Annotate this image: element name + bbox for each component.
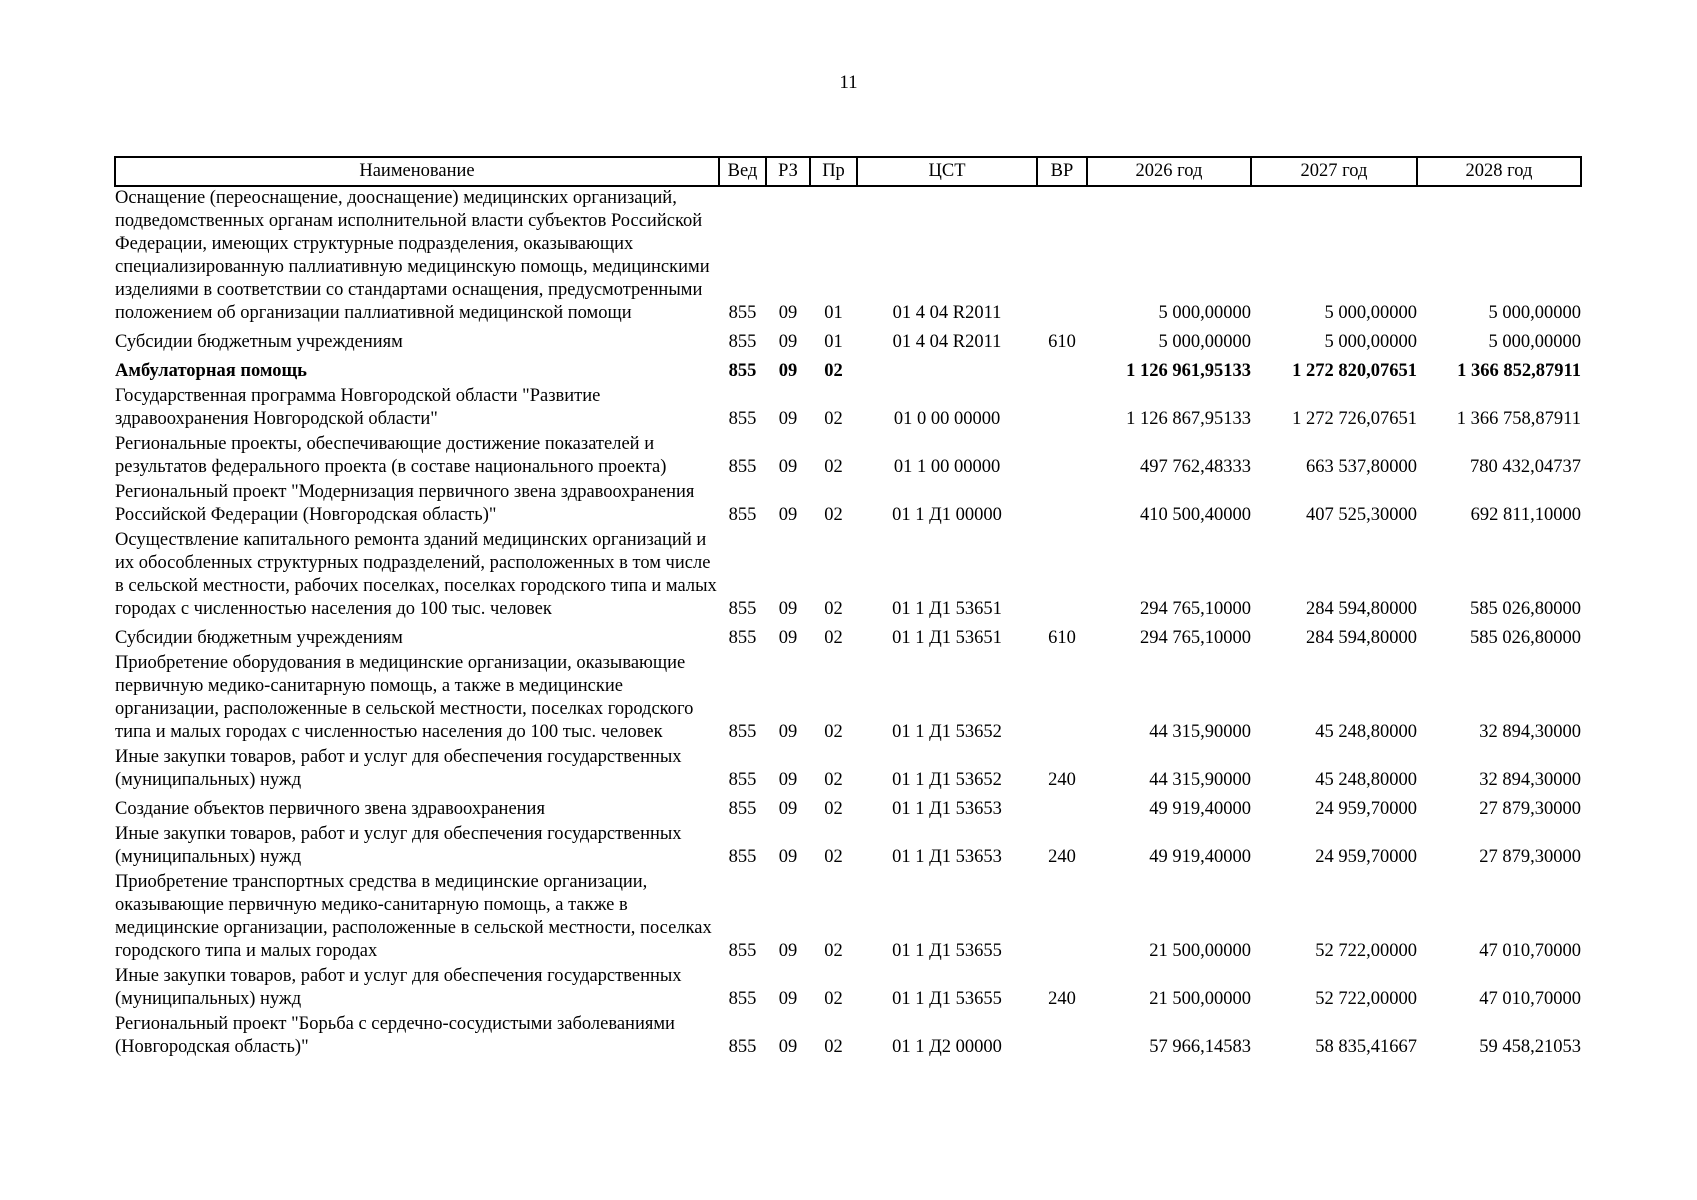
cell-vr: 610 [1048,628,1076,648]
header-ved: Вед [719,157,766,186]
cell-2028: 1 366 852,87911 [1457,361,1581,381]
cell-ved: 855 [728,599,757,619]
table-row [115,794,1581,823]
table-row [115,529,1581,623]
cell-cst: 01 1 Д1 53653 [892,847,1002,867]
header-rz: РЗ [766,157,810,186]
cell-2026: 44 315,90000 [1149,770,1251,790]
header-pr: Пр [810,157,857,186]
cell-cst [857,356,1037,385]
cell-vr [1037,481,1087,529]
cell-name: Иные закупки товаров, работ и услуг для обеспечения государственных (муниципальных) нужд [115,747,682,790]
cell-2027: 407 525,30000 [1306,505,1417,525]
cell-2028: 47 010,70000 [1479,989,1581,1009]
cell-pr: 02 [824,505,843,525]
cell-2027: 1 272 726,07651 [1292,409,1417,429]
cell-2028: 32 894,30000 [1479,722,1581,742]
cell-name: Амбулаторная помощь [115,361,307,381]
cell-vr [1037,433,1087,481]
cell-2026: 5 000,00000 [1158,303,1251,323]
cell-vr [1037,1013,1087,1061]
cell-name: Государственная программа Новгородской области "Развитие здравоохранения Новгородской области" [115,386,601,429]
cell-rz: 09 [778,457,798,477]
cell-ved: 855 [728,1037,757,1057]
cell-2028: 5 000,00000 [1488,303,1581,323]
cell-vr [1037,186,1087,327]
cell-pr: 02 [824,599,843,619]
table-row [115,385,1581,433]
cell-vr [1037,385,1087,433]
cell-2028: 47 010,70000 [1479,941,1581,961]
cell-name: Региональный проект "Борьба с сердечно-сосудистыми заболеваниями (Новгородская область)" [115,1014,675,1057]
cell-vr [1037,794,1087,823]
cell-vr [1037,356,1087,385]
table-body [115,186,1581,1061]
cell-2028: 27 879,30000 [1479,847,1581,867]
cell-2027: 45 248,80000 [1315,722,1417,742]
cell-rz: 09 [778,361,798,381]
cell-rz: 09 [778,505,798,525]
cell-pr: 02 [824,989,843,1009]
cell-ved: 855 [728,941,757,961]
cell-pr: 02 [824,941,843,961]
cell-cst: 01 1 Д1 53655 [892,941,1002,961]
cell-name: Иные закупки товаров, работ и услуг для обеспечения государственных (муниципальных) нужд [115,824,682,867]
cell-cst: 01 1 Д1 00000 [892,505,1002,525]
cell-2026: 294 765,10000 [1140,599,1251,619]
table-row [115,965,1581,1013]
cell-vr: 610 [1048,332,1076,352]
table-row [115,433,1581,481]
cell-name: Создание объектов первичного звена здравоохранения [115,799,545,819]
cell-ved: 855 [728,303,757,323]
cell-ved: 855 [728,847,757,867]
cell-rz: 09 [778,799,798,819]
table-row [115,823,1581,871]
cell-2026: 5 000,00000 [1158,332,1251,352]
cell-2027: 52 722,00000 [1315,989,1417,1009]
cell-2027: 5 000,00000 [1324,332,1417,352]
table-row [115,652,1581,746]
cell-2027: 45 248,80000 [1315,770,1417,790]
cell-2027: 663 537,80000 [1306,457,1417,477]
cell-2026: 49 919,40000 [1149,847,1251,867]
cell-cst: 01 1 Д1 53655 [892,989,1002,1009]
cell-cst: 01 0 00 00000 [893,409,1001,429]
cell-cst: 01 1 Д1 53651 [892,599,1002,619]
cell-vr [1037,652,1087,746]
table-row [115,356,1581,385]
cell-2026: 21 500,00000 [1149,941,1251,961]
cell-ved: 855 [728,457,757,477]
cell-pr: 02 [824,722,843,742]
cell-name: Приобретение оборудования в медицинские организации, оказывающие первичную медико-санитарную помощь, а также в медицинские организации, расположенные в сельской местности, поселках городского типа и малых городах с численностью населения до 100 тыс. человек [115,653,694,742]
cell-2028: 692 811,10000 [1470,505,1581,525]
cell-ved: 855 [728,770,757,790]
table-row [115,481,1581,529]
cell-cst: 01 4 04 R2011 [892,303,1002,323]
table-row [115,746,1581,794]
cell-pr: 02 [824,770,843,790]
header-2027: 2027 год [1251,157,1417,186]
header-vr: ВР [1037,157,1087,186]
cell-cst: 01 1 Д2 00000 [892,1037,1002,1057]
cell-ved: 855 [728,722,757,742]
budget-table [114,156,1582,1061]
cell-rz: 09 [778,628,798,648]
cell-ved: 855 [728,505,757,525]
cell-2026: 410 500,40000 [1140,505,1251,525]
cell-name: Региональные проекты, обеспечивающие достижение показателей и результатов федерального проекта (в составе национального проекта) [115,434,667,477]
cell-pr: 02 [824,799,843,819]
cell-name: Иные закупки товаров, работ и услуг для обеспечения государственных (муниципальных) нужд [115,966,682,1009]
cell-pr: 02 [824,628,843,648]
cell-vr: 240 [1048,989,1076,1009]
page-number: 11 [839,72,858,93]
cell-2028: 32 894,30000 [1479,770,1581,790]
cell-2026: 294 765,10000 [1140,628,1251,648]
cell-rz: 09 [778,409,798,429]
cell-ved: 855 [728,989,757,1009]
cell-2026: 497 762,48333 [1140,457,1251,477]
table-row [115,623,1581,652]
cell-rz: 09 [778,303,798,323]
cell-vr [1037,529,1087,623]
cell-2027: 284 594,80000 [1306,599,1417,619]
cell-vr [1037,871,1087,965]
cell-2028: 5 000,00000 [1488,332,1581,352]
cell-2028: 585 026,80000 [1470,599,1581,619]
cell-name: Субсидии бюджетным учреждениям [115,628,403,648]
cell-2026: 57 966,14583 [1149,1037,1251,1057]
cell-pr: 01 [824,332,843,352]
cell-2028: 585 026,80000 [1470,628,1581,648]
cell-rz: 09 [778,599,798,619]
cell-pr: 02 [824,847,843,867]
cell-pr: 02 [824,361,843,381]
cell-2027: 5 000,00000 [1324,303,1417,323]
cell-ved: 855 [728,628,757,648]
cell-cst: 01 1 Д1 53651 [892,628,1002,648]
cell-rz: 09 [778,722,798,742]
cell-2026: 49 919,40000 [1149,799,1251,819]
cell-pr: 01 [824,303,843,323]
cell-2027: 284 594,80000 [1306,628,1417,648]
cell-ved: 855 [728,332,757,352]
cell-2027: 58 835,41667 [1315,1037,1417,1057]
cell-pr: 02 [824,457,843,477]
cell-2027: 1 272 820,07651 [1292,361,1417,381]
cell-2028: 780 432,04737 [1470,457,1581,477]
header-cst: ЦСТ [857,157,1037,186]
cell-2026: 1 126 867,95133 [1126,409,1251,429]
cell-rz: 09 [778,1037,798,1057]
cell-2027: 24 959,70000 [1315,799,1417,819]
cell-rz: 09 [778,989,798,1009]
cell-2026: 21 500,00000 [1149,989,1251,1009]
cell-cst: 01 1 00 00000 [893,457,1001,477]
cell-pr: 02 [824,409,843,429]
cell-vr: 240 [1048,770,1076,790]
cell-cst: 01 1 Д1 53652 [892,770,1002,790]
cell-pr: 02 [824,1037,843,1057]
cell-rz: 09 [778,847,798,867]
cell-2027: 24 959,70000 [1315,847,1417,867]
table-row [115,1013,1581,1061]
table-row [115,871,1581,965]
cell-name: Осуществление капитального ремонта зданий медицинских организаций и их обособленных структурных подразделений, расположенных в том числе в сельской местности, рабочих поселках, поселках городского типа и малых городах с численностью населения до 100 тыс. человек [115,530,717,619]
cell-rz: 09 [778,770,798,790]
cell-2026: 1 126 961,95133 [1126,361,1251,381]
table-header [115,157,1581,186]
cell-2026: 44 315,90000 [1149,722,1251,742]
header-2026: 2026 год [1087,157,1251,186]
cell-ved: 855 [728,799,757,819]
table-row [115,327,1581,356]
table-row [115,186,1581,327]
cell-2028: 59 458,21053 [1479,1037,1581,1057]
cell-rz: 09 [778,941,798,961]
cell-ved: 855 [728,361,757,381]
cell-cst: 01 1 Д1 53653 [892,799,1002,819]
cell-name: Оснащение (переоснащение, дооснащение) медицинских организаций, подведомственных органам исполнительной власти субъектов Российской Федерации, имеющих структурные подразделения, оказывающих специализированную паллиативную медицинскую помощь, медицинскими изделиями в соответствии со стандартами оснащения, предусмотренными положением об организации паллиативной медицинской помощи [115,188,710,323]
cell-2027: 52 722,00000 [1315,941,1417,961]
header-name: Наименование [115,157,719,186]
cell-2028: 27 879,30000 [1479,799,1581,819]
cell-rz: 09 [778,332,798,352]
cell-cst: 01 1 Д1 53652 [892,722,1002,742]
cell-name: Субсидии бюджетным учреждениям [115,332,403,352]
cell-cst: 01 4 04 R2011 [892,332,1002,352]
cell-2028: 1 366 758,87911 [1456,409,1581,429]
cell-name: Региональный проект "Модернизация первичного звена здравоохранения Российской Федерации (Новгородская область)" [115,482,695,525]
cell-vr: 240 [1048,847,1076,867]
header-2028: 2028 год [1417,157,1581,186]
cell-ved: 855 [728,409,757,429]
cell-name: Приобретение транспортных средства в медицинские организации, оказывающие первичную медико-санитарную помощь, а также в медицинские организации, расположенные в сельской местности, поселках городского типа и малых городах [115,872,712,961]
